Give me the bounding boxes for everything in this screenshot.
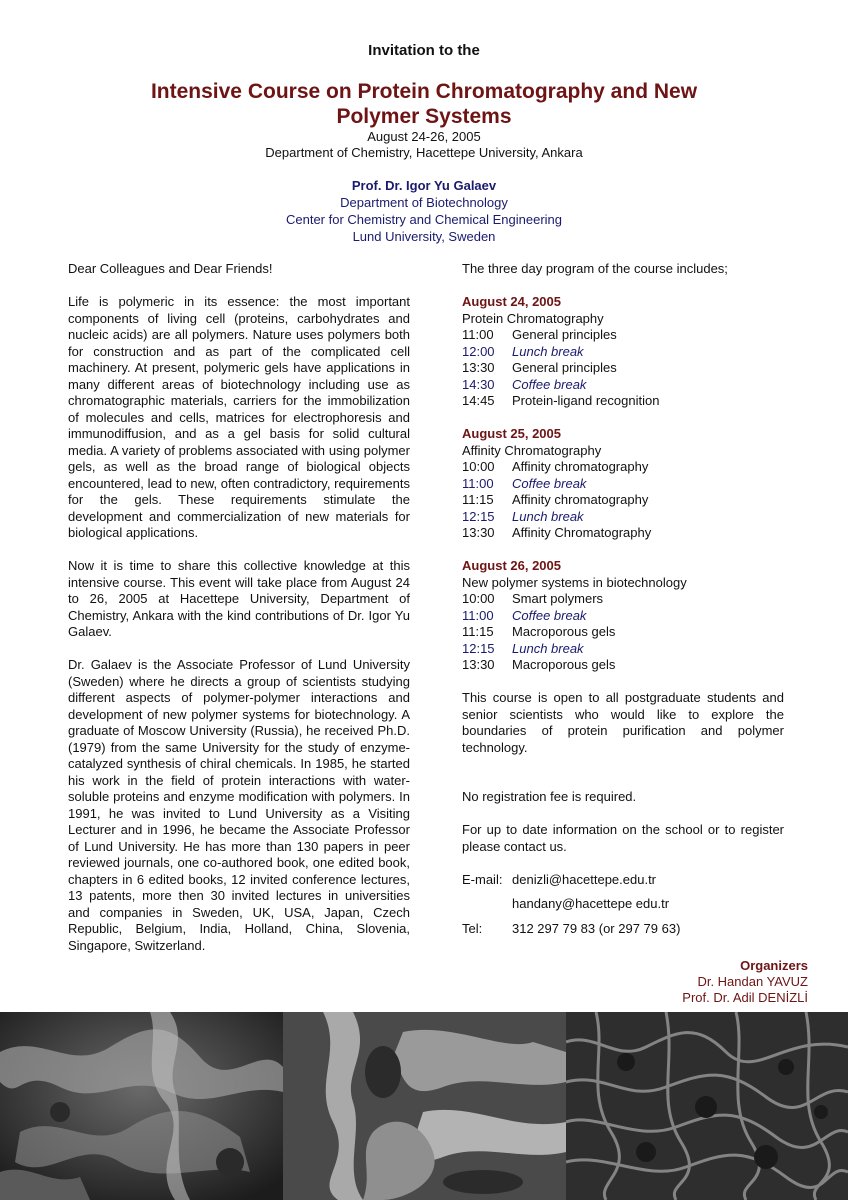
schedule-activity: Affinity chromatography: [512, 459, 649, 474]
schedule-activity: Macroporous gels: [512, 624, 616, 639]
schedule-row: [462, 377, 784, 394]
audience-note: This course is open to all postgraduate students and senior scientists who would like to explore the boundaries of protein purification and polymer technology.: [462, 690, 784, 755]
schedule-row: [462, 509, 784, 526]
schedule-activity: Coffee break: [512, 475, 587, 491]
schedule-time: 12:15: [462, 640, 495, 656]
schedule-time: 12:00: [462, 343, 495, 359]
schedule-activity: Coffee break: [512, 607, 587, 623]
letter-paragraph-1: Life is polymeric in its essence: the most important components of living cell (proteins, carbohydrates and nucleic acids) are all polymers. Nature uses polymers both for construction and as part of the complicated cell machinery. At present, polymeric gels have applications in many different areas of biotechnology including use as chromatographic materials, carriers for the immobilization of molecules and cells, matrices for electrophoresis and immunodiffusion, and as a gel basis for solid cultural media. A variety of problems associated with using polymer gels, as well as the broad range of biological objects encountered, lead to new, often contradictory, requirements for the gels. These requirements stimulate the development and commercialization of new materials for biological applications.: [68, 294, 410, 540]
email-address-1[interactable]: denizli@hacettepe.edu.tr: [512, 871, 657, 887]
schedule-time: 11:00: [462, 327, 494, 342]
schedule-row: [462, 591, 784, 608]
micrograph-image-3: [566, 1012, 848, 1200]
program-day-3: [462, 558, 784, 674]
speaker-department: Department of Biotechnology: [340, 195, 508, 210]
schedule-activity: Protein-ligand recognition: [512, 393, 660, 408]
schedule-time: 14:30: [462, 376, 495, 392]
micrograph-strip: [0, 1012, 848, 1200]
phone-row: [462, 921, 784, 938]
schedule-row: [462, 459, 784, 476]
organizers-title: Organizers: [740, 958, 808, 973]
day-topic: Affinity Chromatography: [462, 442, 602, 458]
schedule-activity: Coffee break: [512, 376, 587, 392]
course-venue: Department of Chemistry, Hacettepe University, Ankara: [265, 145, 583, 160]
day-topic: Protein Chromatography: [462, 310, 604, 326]
day-date: August 24, 2005: [462, 294, 561, 309]
organizers-block: [682, 958, 808, 1006]
program-column: [462, 261, 784, 937]
greeting: Dear Colleagues and Dear Friends!: [68, 261, 273, 276]
email-label: E-mail:: [462, 871, 503, 887]
schedule-row: [462, 525, 784, 542]
schedule-activity: Lunch break: [512, 343, 584, 359]
schedule-row: [462, 657, 784, 674]
phone-number: 312 297 79 83 (or 297 79 63): [512, 920, 681, 936]
course-dates-block: [0, 129, 848, 161]
schedule-time: 11:15: [462, 624, 494, 639]
schedule-time: 11:00: [462, 607, 494, 623]
contact-block: [462, 872, 784, 938]
phone-label: Tel:: [462, 920, 483, 936]
organizer-name-2: Prof. Dr. Adil DENİZLİ: [682, 990, 808, 1005]
schedule-row: [462, 360, 784, 377]
program-day-1: [462, 294, 784, 410]
schedule-row: [462, 327, 784, 344]
schedule-row: [462, 608, 784, 625]
schedule-time: 11:00: [462, 475, 494, 491]
organizer-name-1: Dr. Handan YAVUZ: [697, 974, 808, 989]
speaker-center: Center for Chemistry and Chemical Engineering: [285, 212, 562, 227]
program-day-2: [462, 426, 784, 542]
contact-note: For up to date information on the school or to register please contact us.: [462, 822, 784, 854]
email-address-2[interactable]: handany@hacettepe edu.tr: [512, 896, 670, 911]
day-topic: New polymer systems in biotechnology: [462, 574, 687, 590]
letter-paragraph-2: Now it is time to share this collective knowledge at this intensive course. This event will take place from August 24 to 26, 2005 at Hacettepe University, Department of Chemistry, Ankara with the kind contributions of Dr. Igor Yu Galaev.: [68, 558, 410, 639]
schedule-activity: Affinity chromatography: [512, 492, 649, 507]
spacer: [462, 896, 512, 913]
micrograph-image-2: [283, 1012, 566, 1200]
schedule-time: 10:00: [462, 459, 495, 474]
schedule-time: 13:30: [462, 525, 495, 540]
speaker-name: Prof. Dr. Igor Yu Galaev: [351, 178, 497, 193]
program-intro: The three day program of the course includes;: [462, 261, 728, 276]
registration-fee-note: No registration fee is required.: [462, 789, 637, 804]
email-row-2: [462, 896, 784, 913]
invitation-heading: Invitation to the: [368, 42, 480, 59]
schedule-row: [462, 492, 784, 509]
schedule-activity: General principles: [512, 327, 617, 342]
schedule-time: 11:15: [462, 492, 494, 507]
schedule-time: 13:30: [462, 657, 495, 672]
course-title: Intensive Course on Protein Chromatography and New Polymer Systems: [150, 80, 698, 128]
speaker-university: Lund University, Sweden: [352, 229, 496, 244]
schedule-row: [462, 624, 784, 641]
letter-paragraph-3: Dr. Galaev is the Associate Professor of Lund University (Sweden) where he directs a group of scientists studying different aspects of polymer-polymer interactions and development of new polymer systems for biotechnology. A graduate of Moscow University (Russia), he received Ph.D. (1979) from the same University for the study of enzyme-catalyzed synthesis of chiral chemicals. In 1985, he started his work in the field of protein interactions with water-soluble proteins and enzyme modification with polymers. In 1991, he was invited to Lund University as a Visiting Lecturer and in 1996, he became the Associate Professor of Lund University. He has more than 130 papers in peer reviewed journals, one co-authored book, one edited book, chapters in 6 edited books, 12 invited conference lectures, 13 patents, more then 30 invited lectures in universities and companies in Sweden, UK, USA, Japan, Czech Republic, Belgium, India, Holland, China, Slovenia, Singapore, Switzerland.: [68, 657, 410, 953]
course-date: August 24-26, 2005: [367, 129, 481, 144]
schedule-activity: Lunch break: [512, 640, 584, 656]
schedule-time: 14:45: [462, 393, 495, 408]
day-date: August 25, 2005: [462, 426, 561, 441]
letter-column: [68, 261, 410, 971]
schedule-activity: Smart polymers: [512, 591, 604, 606]
schedule-row: [462, 641, 784, 658]
schedule-row: [462, 344, 784, 361]
schedule-time: 10:00: [462, 591, 495, 606]
speaker-block: [0, 177, 848, 245]
schedule-time: 12:15: [462, 508, 495, 524]
schedule-time: 13:30: [462, 360, 495, 375]
micrograph-image-1: [0, 1012, 283, 1200]
day-date: August 26, 2005: [462, 558, 561, 573]
schedule-activity: Affinity Chromatography: [512, 525, 652, 540]
schedule-activity: General principles: [512, 360, 617, 375]
email-row: [462, 872, 784, 889]
schedule-activity: Macroporous gels: [512, 657, 616, 672]
schedule-row: [462, 476, 784, 493]
schedule-row: [462, 393, 784, 410]
schedule-activity: Lunch break: [512, 508, 584, 524]
